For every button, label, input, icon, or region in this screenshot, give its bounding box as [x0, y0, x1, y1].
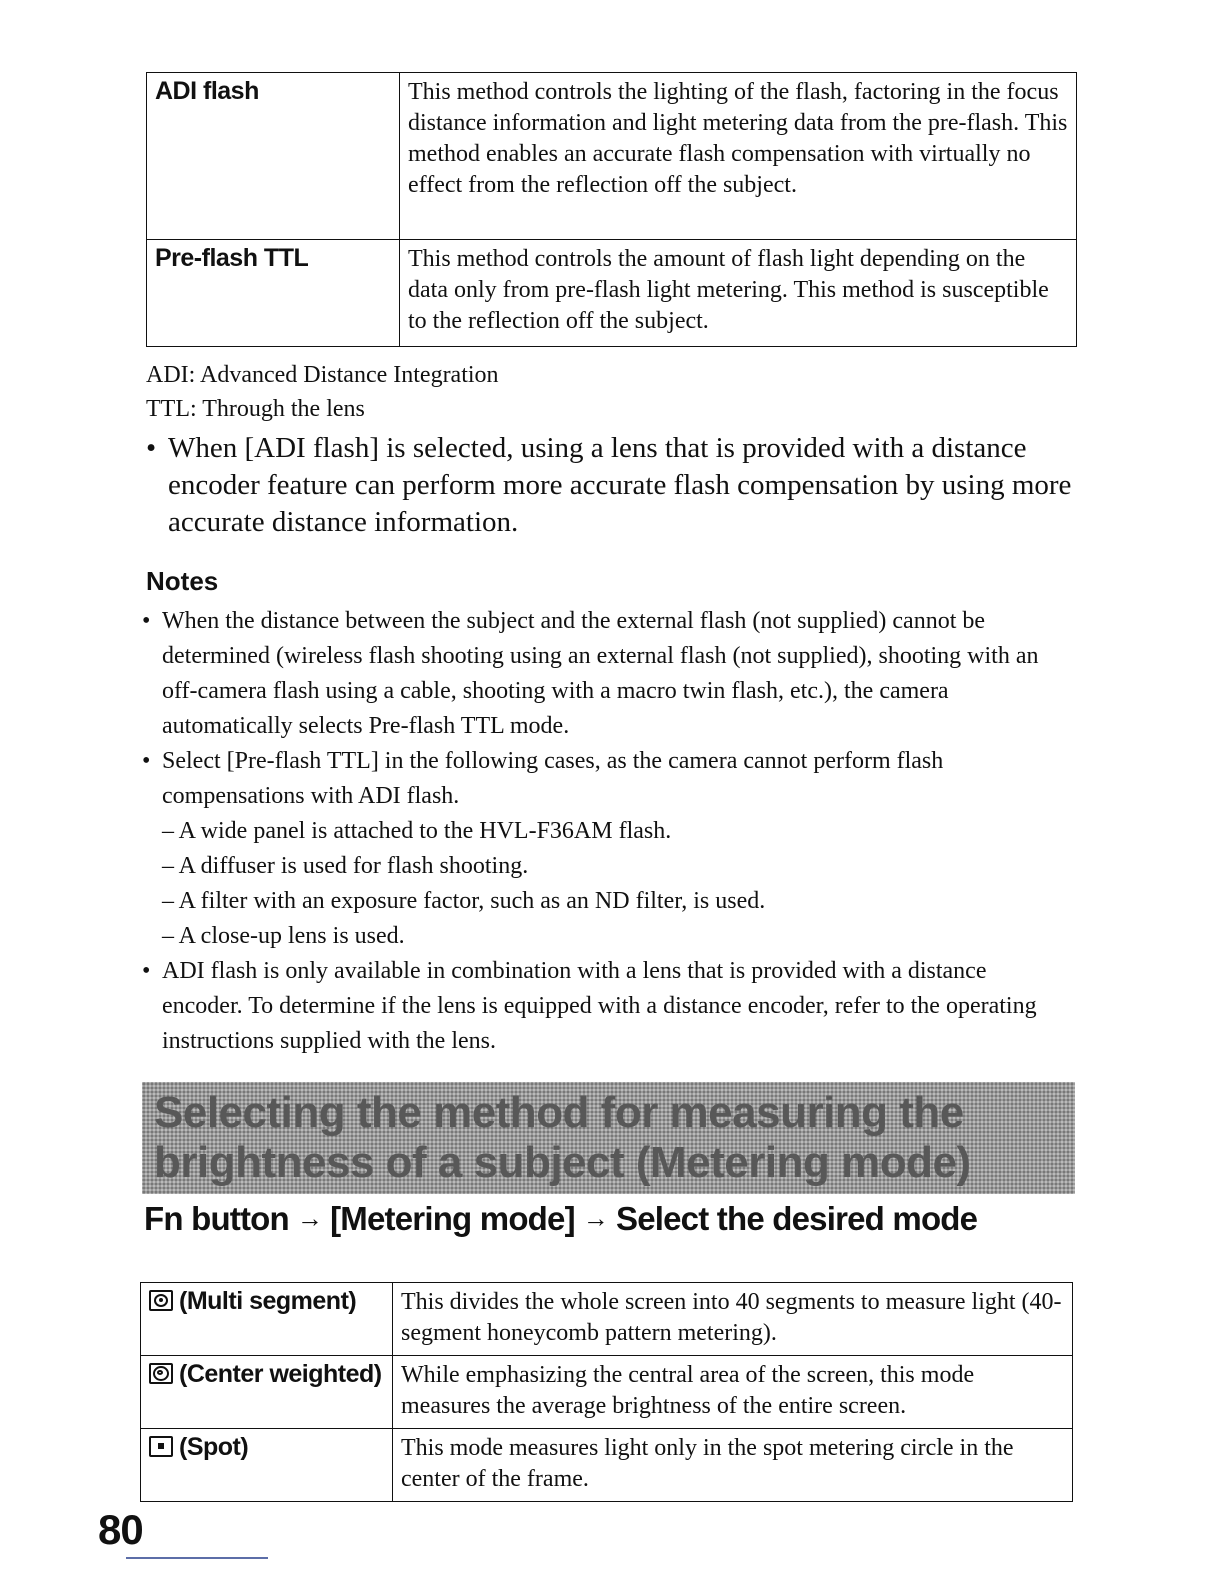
note-item: [142, 604, 1072, 744]
term-adi-flash: ADI flash: [147, 73, 400, 240]
mode-label: (Center weighted): [179, 1360, 382, 1388]
arrow-right-icon: →: [296, 1203, 323, 1233]
notes-title: Notes: [146, 566, 219, 596]
flash-control-table: [146, 72, 1077, 347]
instruction-step-select-mode: Select the desired mode: [615, 1200, 978, 1237]
bullet-dot: •: [142, 958, 151, 984]
instruction-line: [144, 1200, 977, 1238]
note-subitem: – A filter with an exposure factor, such as an ND filter, is used.: [162, 888, 766, 914]
mode-description: While emphasizing the central area of the screen, this mode measures the average brightness of the entire screen.: [393, 1356, 1073, 1429]
note-subitem: – A close-up lens is used.: [162, 923, 405, 949]
abbreviation-adi: ADI: Advanced Distance Integration: [146, 362, 499, 388]
note-text: ADI flash is only available in combination with a lens that is provided with a distance encoder. To determine if the lens is equipped with a distance encoder, refer to the operating instructions supplied with the lens.: [162, 958, 1037, 1054]
table-row: [141, 1429, 1073, 1502]
page-number: 80: [98, 1506, 143, 1553]
note-subitem: – A wide panel is attached to the HVL-F36AM flash.: [162, 818, 672, 844]
note-item: [142, 954, 1072, 1059]
main-bullet: [146, 430, 1076, 541]
mode-description: This mode measures light only in the spot metering circle in the center of the frame.: [393, 1429, 1073, 1502]
table-row: [141, 1283, 1073, 1356]
arrow-right-icon: →: [582, 1203, 608, 1233]
mode-label: (Multi segment): [179, 1287, 357, 1315]
term-pre-flash-ttl: Pre-flash TTL: [147, 240, 400, 347]
metering-mode-table: [140, 1282, 1073, 1502]
mode-label: (Spot): [179, 1433, 249, 1461]
bullet-dot: •: [142, 748, 151, 774]
footer-rule: [126, 1557, 268, 1559]
section-heading: Selecting the method for measuring the brightness of a subject (Metering mode): [154, 1088, 971, 1187]
spot-metering-icon: [149, 1436, 173, 1457]
description-pre-flash-ttl: This method controls the amount of flash light depending on the data only from pre-flash light metering. This method is susceptible to the reflection off the subject.: [400, 240, 1077, 347]
note-text: Select [Pre-flash TTL] in the following cases, as the camera cannot perform flash compensations with ADI flash.: [162, 748, 944, 809]
mode-description: This divides the whole screen into 40 segments to measure light (40-segment honeycomb pattern metering).: [393, 1283, 1073, 1356]
main-bullet-text: When [ADI flash] is selected, using a lens that is provided with a distance encoder feature can perform more accurate flash compensation by using more accurate distance information.: [168, 432, 1072, 538]
multi-segment-metering-icon: [149, 1290, 173, 1311]
abbreviation-ttl: TTL: Through the lens: [146, 396, 365, 422]
note-subitem: – A diffuser is used for flash shooting.: [162, 853, 529, 879]
mode-center-weighted: [141, 1356, 393, 1429]
note-text: When the distance between the subject and the external flash (not supplied) cannot be determined (wireless flash shooting using an external flash (not supplied), shooting with an off-camera flash using a cable, shooting with a macro twin flash, etc.), the camera automatically selects Pre-flash TTL mode.: [162, 608, 1039, 739]
bullet-dot: •: [142, 608, 151, 634]
notes-list: [142, 604, 1072, 1059]
mode-spot: [141, 1429, 393, 1502]
instruction-step-fn-button: Fn button: [144, 1200, 289, 1237]
section-banner: [142, 1082, 1075, 1194]
note-item: [142, 744, 1072, 954]
table-row: [147, 240, 1077, 347]
mode-multi-segment: [141, 1283, 393, 1356]
bullet-dot: •: [146, 432, 157, 464]
table-row: [147, 73, 1077, 240]
center-weighted-metering-icon: [149, 1363, 173, 1384]
table-row: [141, 1356, 1073, 1429]
description-adi-flash: This method controls the lighting of the flash, factoring in the focus distance information and light metering data from the pre-flash. This method enables an accurate flash compensation with virtually no effect from the reflection off the subject.: [400, 73, 1077, 240]
instruction-step-metering-mode: [Metering mode]: [330, 1200, 575, 1237]
